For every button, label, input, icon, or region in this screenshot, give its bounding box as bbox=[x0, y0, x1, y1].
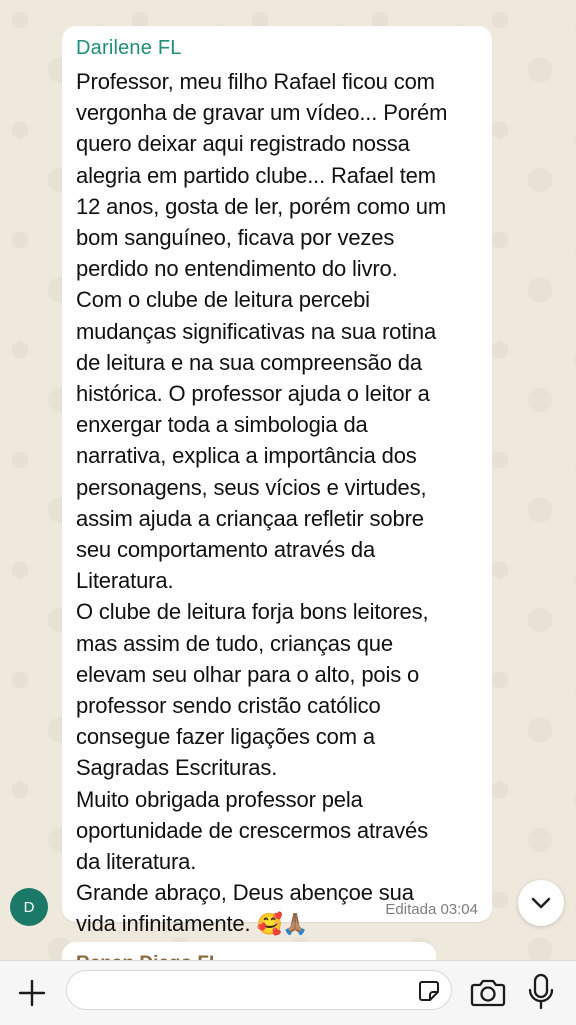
chevron-down-icon bbox=[530, 896, 552, 910]
avatar-initial: D bbox=[23, 898, 35, 916]
message-text bbox=[76, 66, 486, 941]
message-bubble[interactable] bbox=[62, 26, 492, 937]
camera-icon[interactable] bbox=[470, 975, 506, 1009]
sticker-icon[interactable] bbox=[417, 979, 441, 1003]
composer-bar bbox=[0, 960, 576, 1025]
message-input[interactable] bbox=[66, 970, 452, 1010]
message-body: Professor, meu filho Rafael ficou com vergonha de gravar um vídeo... Porém quero deixar aqui registrado nossa alegria em partido clube... Rafael tem 12 anos, gosta de ler, porém como um bom sanguíneo, ficava por vezes perdido no entendimento do livro. Com o clube de leitura percebi mudanças significativas na sua rotina de leitura e na sua compreensão da histórica. O professor ajuda o leitor a enxergar toda a simbologia da narrativa, explica a importância dos personagens, seus vícios e virtudes, assim ajuda a criançaa refletir sobre seu comportamento através da Literatura. O clube de leitura forja bons leitores, mas assim de tudo, crianças que elevam seu olhar para o alto, pois o professor sendo cristão católico consegue fazer ligações com a Sagradas Escrituras. Muito obrigada professor pela oportunidade de crescermos através da literatura. Grande abraço, Deus abençoe sua vida infinitamente. bbox=[76, 69, 448, 937]
message-meta bbox=[385, 901, 478, 918]
microphone-icon[interactable] bbox=[526, 972, 556, 1012]
sender-avatar[interactable] bbox=[10, 888, 48, 926]
scroll-to-bottom-button[interactable] bbox=[518, 880, 564, 926]
message-emojis: 🥰🙏🏽 bbox=[256, 912, 309, 937]
plus-icon[interactable] bbox=[14, 975, 50, 1011]
sender-name[interactable]: Darilene FL bbox=[76, 37, 182, 59]
edited-label: Editada bbox=[385, 901, 437, 918]
message-time: 03:04 bbox=[440, 901, 478, 918]
